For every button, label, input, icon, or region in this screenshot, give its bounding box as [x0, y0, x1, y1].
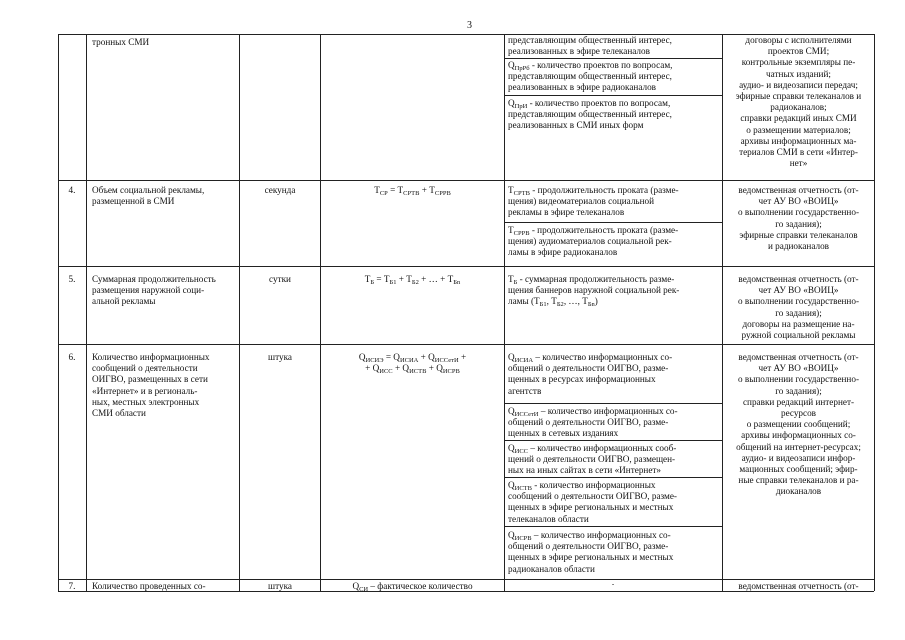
formula: $Т_{СР} = Т_{СРТВ} + Т_{СРРВ}$: [374, 185, 451, 197]
formula: $Q_{ИСИЭ} = Q_{ИСИА} + Q_{ИССетИ}$ + + $Q_{ИСС} + Q_{ИСТВ} + Q_{ИСРВ}$: [358, 352, 467, 376]
unit: сутки: [269, 274, 291, 284]
data-source: ведомственная отчетность (от- чет АУ ВО «ВОИЦ» о выполнении государственно- го задания); эфирные справки телеканалов и радиоканалов: [737, 185, 860, 252]
variable-description: $Q_{ИССетИ}$ – количество информационных со- общений о деятельности ОИГВО, разме- щенных в сетевых изданиях: [508, 406, 678, 439]
variable-description: $Q_{ПрРб}$ - количество проектов по вопросам, представляющим общественный интерес, реализованных в эфире радиоканалов: [508, 60, 673, 93]
variable-description: $Q_{ИСС}$ – количество информационных сооб- щений о деятельности ОИГВО, размещен- ных на иных сайтах в сети «Интернет»: [508, 443, 677, 476]
unit: штука: [268, 581, 292, 591]
variable-description: $Q_{ПрИ}$ - количество проектов по вопросам, представляющим общественный интерес, реализованных в СМИ иных форм: [508, 98, 672, 131]
variable-divider: [504, 477, 722, 478]
row-divider: [58, 266, 874, 267]
variable-divider: [504, 403, 722, 404]
indicator-name: Объем социальной рекламы, размещенной в СМИ: [92, 185, 205, 207]
variable-description: представляющим общественный интерес, реализованных в эфире телеканалов: [508, 35, 672, 57]
formula: $Q_{СИ}$ – фактическое количество: [352, 581, 473, 593]
row-divider: [58, 344, 874, 345]
variable-description: $Q_{ИСИА}$ – количество информационных со- общений о деятельности ОИГВО, разме- щенных в ресурсах информационных агентств: [508, 352, 673, 396]
row-divider: [58, 180, 874, 181]
data-source: ведомственная отчетность (от- чет АУ ВО «ВОИЦ» о выполнении государственно- го задания); договоры на размещение на- ружной социальной рекламы: [737, 274, 860, 341]
variable-divider: [504, 58, 722, 59]
column-divider: [58, 34, 59, 591]
formula: $Т_Б = Т_{Б1} + Т_{Б2}$ + … + $Т_{Бn}$: [364, 274, 461, 286]
variable-description: $Т_{СРРВ}$ - продолжительность проката (разме- щения) аудиоматериалов социальной рек- ламы в эфире радиоканалов: [508, 225, 679, 258]
data-source: договоры с исполнителями проектов СМИ; контрольные экземпляры пе- чатных изданий; аудио- и видеозаписи передач; эфирные справки телеканалов и радиоканалов; справки редакций иных СМИ о размещении материалов; архивы информационных ма- териалов СМИ в сети «Интер- нет»: [735, 35, 862, 169]
variable-divider: [504, 95, 722, 96]
indicators-table: [58, 34, 874, 634]
variable-description: $Q_{ИСТВ}$ - количество информационных сообщений о деятельности ОИГВО, разме- щенных в эфире региональных и местных телеканалов области: [508, 480, 677, 524]
indicator-name: Количество информационных сообщений о деятельности ОИГВО, размещенных в сети «Интернет» и в региональ- ных, местных электронных СМИ области: [92, 352, 210, 419]
variable-description: $Q_{ИСРВ}$ – количество информационных со- общений о деятельности ОИГВО, разме- щенных в эфире региональных и местных радиоканалов области: [508, 530, 674, 574]
page-number: 3: [467, 20, 472, 31]
indicator-name: тронных СМИ: [92, 37, 150, 47]
column-divider: [504, 34, 505, 591]
variable-divider: [504, 526, 722, 527]
row-number: 4.: [68, 185, 76, 195]
variable-divider: [504, 440, 722, 441]
row-number: 6.: [68, 352, 76, 362]
row-number: 5.: [68, 274, 76, 284]
column-divider: [86, 34, 87, 591]
column-divider: [320, 34, 321, 591]
data-source: ведомственная отчетность (от- чет АУ ВО «ВОИЦ» о выполнении государственно- го задания); справки редакций интернет- ресурсов о размещении сообщений; архивы информационных со- общений на интернет-ресурсах; аудио- и видеозаписи инфор- мационных сообщений; эфир- ные справки телеканалов и ра- диоканалов: [736, 352, 861, 497]
row-number: 7.: [68, 581, 76, 591]
variable-description: -: [611, 580, 615, 588]
variable-divider: [504, 222, 722, 223]
variable-description: $Т_Б$ - суммарная продолжительность разме- щения баннеров наружной социальной рек- ламы ($Т_{Б1}$, $Т_{Б2}$, …, $Т_{Бn}$): [508, 274, 680, 309]
indicator-name: Количество проведенных со-: [92, 581, 206, 591]
row-divider: [58, 579, 874, 580]
unit: секунда: [264, 185, 296, 195]
column-divider: [239, 34, 240, 591]
variable-description: $Т_{СРТВ}$ - продолжительность проката (разме- щения) видеоматериалов социальной рекламы в эфире телеканалов: [508, 185, 679, 218]
indicator-name: Суммарная продолжительность размещения наружной соци- альной рекламы: [92, 274, 216, 307]
column-divider: [722, 34, 723, 591]
column-divider: [874, 34, 875, 591]
data-source: ведомственная отчетность (от-: [738, 581, 859, 591]
unit: штука: [268, 352, 292, 362]
